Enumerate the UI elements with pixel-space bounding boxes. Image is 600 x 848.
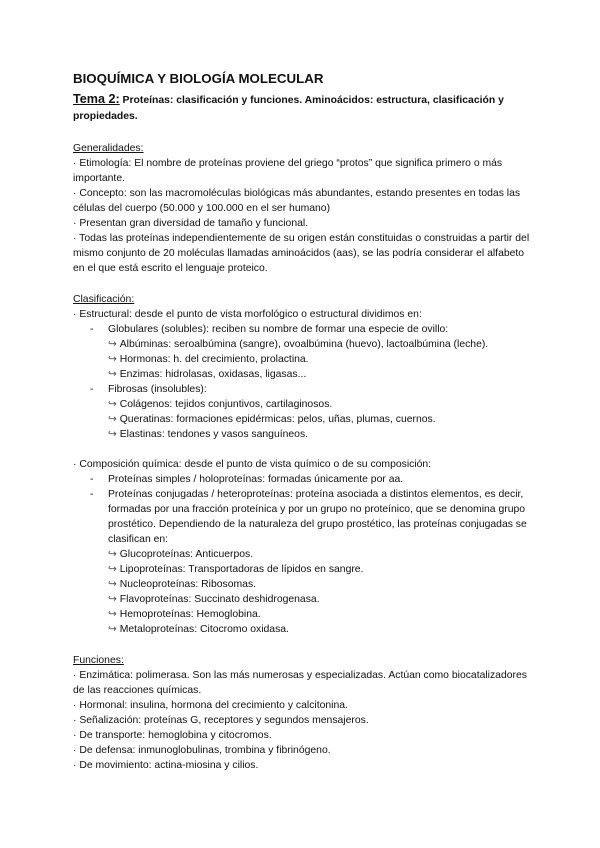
sub-list-item <box>73 547 533 562</box>
arrow-icon: ↪ <box>108 354 117 365</box>
sub-list-item-text: Albúminas: seroalbúmina (sangre), ovoalbúmina (huevo), lactoalbúmina (leche). <box>119 339 489 350</box>
list-item: · De defensa: inmunoglobulinas, trombina y fibrinógeno. <box>73 745 331 756</box>
list-item: · Estructural: desde el punto de vista morfológico o estructural dividimos en: <box>73 309 422 320</box>
sub-list-item <box>73 577 533 592</box>
arrow-icon: ↪ <box>108 549 117 560</box>
tema-label: Tema 2: <box>73 92 120 106</box>
document-title: BIOQUÍMICA Y BIOLOGÍA MOLECULAR <box>73 71 324 86</box>
list-item-text: Globulares (solubles): reciben su nombre de formar una especie de ovillo: <box>108 324 449 335</box>
sub-list-item <box>73 427 533 442</box>
section-heading: Funciones: <box>73 655 124 666</box>
list-item-conjugadas <box>73 487 533 547</box>
sub-list-item-text: Flavoproteínas: Succinato deshidrogenasa. <box>119 594 320 605</box>
arrow-icon: ↪ <box>108 399 117 410</box>
list-item-simples <box>73 472 533 487</box>
section-clasificacion <box>73 292 533 637</box>
sub-list-item-text: Glucoproteínas: Anticuerpos. <box>119 549 254 560</box>
list-item: · Etimología: El nombre de proteínas proviene del griego “protos” que significa primero o más importante. <box>73 158 503 184</box>
section-funciones <box>73 653 533 773</box>
sub-list-item <box>73 352 533 367</box>
sub-list-item <box>73 367 533 382</box>
arrow-icon: ↪ <box>108 564 117 575</box>
sub-list-item <box>73 622 533 637</box>
list-item: · Composición química: desde el punto de vista químico o de su composición: <box>73 459 432 470</box>
arrow-icon: ↪ <box>108 414 117 425</box>
list-item: · Todas las proteínas independientemente de su origen están constituidas o construidas a partir del mismo conjunto de 20 moléculas llamadas aminoácidos (aas), se las podría considerar el alfabeto en el que está escrito el lenguaje proteico. <box>73 233 530 274</box>
section-generalidades <box>73 141 533 276</box>
dash-bullet: - <box>90 324 94 335</box>
sub-list-item-text: Lipoproteínas: Transportadoras de lípidos en sangre. <box>119 564 364 575</box>
document-subtitle <box>73 91 533 125</box>
list-item: · De transporte: hemoglobina y citocromos. <box>73 730 272 741</box>
arrow-icon: ↪ <box>108 429 117 440</box>
document-content <box>73 70 533 773</box>
dash-bullet: - <box>90 474 94 485</box>
sub-list-item-text: Metaloproteínas: Citocromo oxidasa. <box>119 624 289 635</box>
list-item-text: Fibrosas (insolubles): <box>108 384 207 395</box>
list-item-text: Proteínas conjugadas / heteroproteínas: proteína asociada a distintos elementos, es decir, formadas por una fracción proteínica y por un grupo no proteínico, que se denomina grupo prostético. Dependiendo de la naturaleza del grupo prostético, las proteínas conjugadas se clasifican en: <box>108 489 527 545</box>
sub-list-item <box>73 412 533 427</box>
sub-list-item <box>73 607 533 622</box>
list-item: · Presentan gran diversidad de tamaño y funcional. <box>73 218 309 229</box>
dash-bullet: - <box>90 489 94 500</box>
arrow-icon: ↪ <box>108 579 117 590</box>
section-heading: Clasificación: <box>73 294 135 305</box>
list-item: · Concepto: son las macromoléculas biológicas más abundantes, estando presentes en todas las células del cuerpo (50.000 y 100.000 en el ser humano) <box>73 188 521 214</box>
sub-list-item-text: Enzimas: hidrolasas, oxidasas, ligasas... <box>119 369 307 380</box>
sub-list-item-text: Nucleoproteínas: Ribosomas. <box>119 579 257 590</box>
arrow-icon: ↪ <box>108 609 117 620</box>
spacer <box>73 442 533 457</box>
list-item: · Enzimática: polimerasa. Son las más numerosas y especializadas. Actúan como biocatalizadores de las reacciones químicas. <box>73 670 527 696</box>
tema-text: Proteínas: clasificación y funciones. Aminoácidos: estructura, clasificación y propiedades. <box>73 95 504 122</box>
list-item: · De movimiento: actina-miosina y cilios. <box>73 760 259 771</box>
arrow-icon: ↪ <box>108 624 117 635</box>
arrow-icon: ↪ <box>108 594 117 605</box>
list-item-fibrosas <box>73 382 533 397</box>
arrow-icon: ↪ <box>108 369 117 380</box>
sub-list-item-text: Queratinas: formaciones epidérmicas: pelos, uñas, plumas, cuernos. <box>119 414 436 425</box>
sub-list-item-text: Colágenos: tejidos conjuntivos, cartilaginosos. <box>119 399 333 410</box>
sub-list-item <box>73 337 533 352</box>
sub-list-item <box>73 397 533 412</box>
sub-list-item <box>73 562 533 577</box>
list-item: · Señalización: proteínas G, receptores y segundos mensajeros. <box>73 715 369 726</box>
sub-list-item-text: Hemoproteínas: Hemoglobina. <box>119 609 261 620</box>
dash-bullet: - <box>90 384 94 395</box>
arrow-icon: ↪ <box>108 339 117 350</box>
list-item-globulares <box>73 322 533 337</box>
sub-list-item-text: Hormonas: h. del crecimiento, prolactina. <box>119 354 309 365</box>
sub-list-item <box>73 592 533 607</box>
section-heading: Generalidades: <box>73 143 144 154</box>
list-item: · Hormonal: insulina, hormona del crecimiento y calcitonina. <box>73 700 348 711</box>
sub-list-item-text: Elastinas: tendones y vasos sanguíneos. <box>119 429 309 440</box>
list-item-text: Proteínas simples / holoproteínas: formadas únicamente por aa. <box>108 474 404 485</box>
